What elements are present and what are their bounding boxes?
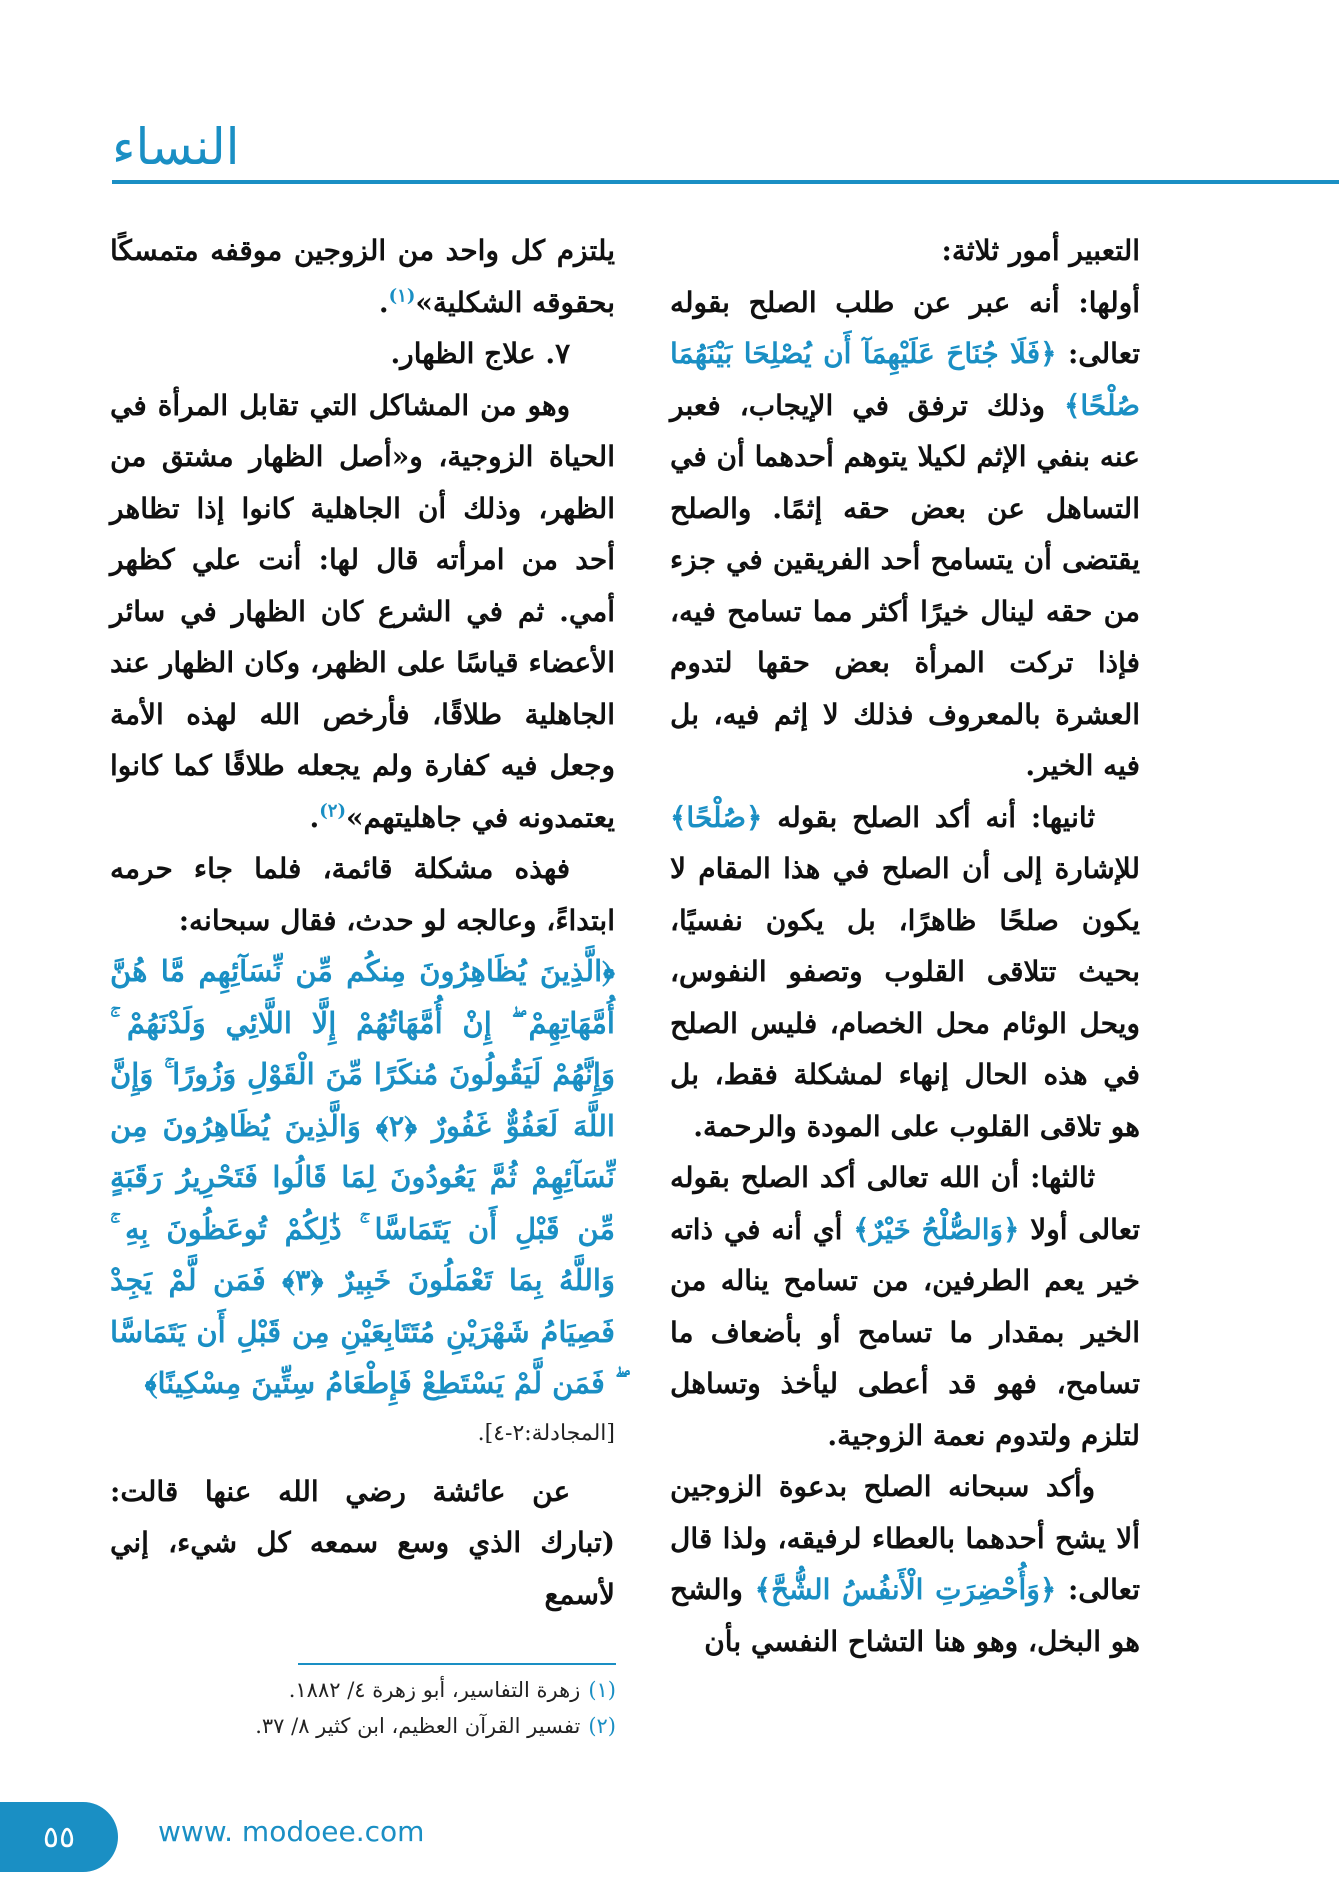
footnote-number: (١) bbox=[588, 1678, 616, 1702]
footnote-text: زهرة التفاسير، أبو زهرة ٤/ ١٨٨٢. bbox=[288, 1678, 581, 1702]
quran-quote: ﴿صُلْحًا﴾ bbox=[670, 800, 763, 834]
text: أي أنه في ذاته خير يعم الطرفين، من تسامح يناله من الخير بمقدار ما تسامح أو بأضعاف ما تسامح، فهو قد أعطى ليأخذ وتساهل لتلزم ولتدوم نعمة الزوجية. bbox=[670, 1212, 1140, 1452]
quran-quote: ﴿وَالصُّلْحُ خَيْرٌ﴾ bbox=[853, 1212, 1020, 1246]
text: وذلك ترفق في الإيجاب، فعبر عنه بنفي الإثم لكيلا يتوهم أحدهما أن في التساهل عن بعض حقه إثمًا. والصلح يقتضى أن يتسامح أحد الفريقين في جزء من حقه لينال خيرًا أكثر مما تسامح فيه، فإذا تركت المرأة بعض حقها لتدوم العشرة بالمعروف فذلك لا إثم فيه، بل فيه الخير. bbox=[670, 388, 1140, 782]
page-number-badge: ٥٥ bbox=[0, 1802, 118, 1872]
paragraph: التعبير أمور ثلاثة: bbox=[941, 234, 1140, 267]
header-divider bbox=[112, 180, 1339, 184]
verse-reference: [المجادلة:٢-٤]. bbox=[477, 1420, 615, 1446]
text: . bbox=[378, 285, 389, 319]
footnote-item bbox=[180, 1708, 616, 1744]
footnote-divider bbox=[298, 1663, 616, 1665]
right-column bbox=[670, 225, 1140, 1667]
paragraph bbox=[110, 380, 615, 844]
text: وهو من المشاكل التي تقابل المرأة في الحياة الزوجية، و«أصل الظهار مشتق من الظهر، وذلك أن الجاهلية كانوا إذا تظاهر أحد من امرأته قال لها: أنت علي كظهر أمي. ثم في الشرع كان الظهار في سائر الأعضاء قياسًا على الظهر، وكان الظهار عند الجاهلية طلاقًا، فأرخص الله لهذه الأمة وجعل فيه كفارة ولم يجعله طلاقًا كما كانوا يعتمدونه في جاهليتهم» bbox=[110, 388, 615, 834]
text: وأكد سبحانه الصلح بدعوة الزوجين ألا يشح أحدهما بالعطاء لرفيقه، ولذا قال تعالى: bbox=[670, 1470, 1140, 1606]
footnotes bbox=[180, 1672, 616, 1744]
paragraph bbox=[670, 1152, 1140, 1461]
text: ثانيها: أنه أكد الصلح بقوله bbox=[762, 800, 1096, 834]
page-title: النساء bbox=[112, 118, 240, 176]
text: ثالثها: أن الله تعالى أكد الصلح بقوله تعالى أولا bbox=[670, 1161, 1141, 1246]
section-heading: ٧. علاج الظهار. bbox=[390, 337, 571, 370]
footnote-text: تفسير القرآن العظيم، ابن كثير ٨/ ٣٧. bbox=[255, 1714, 581, 1738]
paragraph bbox=[670, 792, 1140, 1153]
quran-verse-block: ﴿الَّذِينَ يُظَاهِرُونَ مِنكُم مِّن نِّسَآئِهِم مَّا هُنَّ أُمَّهَاتِهِمْ ۖ إِنْ أُمَّهَاتُهُمْ إِلَّا اللَّائِي وَلَدْنَهُمْ ۚ وَإِنَّهُمْ لَيَقُولُونَ مُنكَرًا مِّنَ الْقَوْلِ وَزُورًا ۚ وَإِنَّ اللَّهَ لَعَفُوٌّ غَفُورٌ ﴿٢﴾ وَالَّذِينَ يُظَاهِرُونَ مِن نِّسَآئِهِمْ ثُمَّ يَعُودُونَ لِمَا قَالُوا فَتَحْرِيرُ رَقَبَةٍ مِّن قَبْلِ أَن يَتَمَاسَّا ۚ ذَٰلِكُمْ تُوعَظُونَ بِهِ ۚ وَاللَّهُ بِمَا تَعْمَلُونَ خَبِيرٌ ﴿٣﴾ فَمَن لَّمْ يَجِدْ فَصِيَامُ شَهْرَيْنِ مُتَتَابِعَيْنِ مِن قَبْلِ أَن يَتَمَاسَّا ۖ فَمَن لَّمْ يَسْتَطِعْ فَإِطْعَامُ سِتِّينَ مِسْكِينًا﴾ bbox=[110, 954, 615, 1400]
text: . bbox=[309, 800, 320, 834]
footnote-number: (٢) bbox=[588, 1714, 616, 1738]
quran-quote: ﴿وَأُحْضِرَتِ الْأَنفُسُ الشُّحَّ﴾ bbox=[754, 1573, 1057, 1606]
paragraph bbox=[670, 277, 1140, 792]
footnote-marker[interactable]: (١) bbox=[388, 285, 416, 307]
text: أولها: أنه عبر عن طلب الصلح بقوله تعالى: bbox=[670, 285, 1140, 370]
paragraph: فهذه مشكلة قائمة، فلما جاء حرمه ابتداءً، وعالجه لو حدث، فقال سبحانه: bbox=[110, 852, 615, 937]
footnote-item bbox=[180, 1672, 616, 1708]
text: يلتزم كل واحد من الزوجين موقفه متمسكًا بحقوقه الشكلية» bbox=[110, 234, 615, 319]
website-link[interactable]: www. modoee.com bbox=[158, 1815, 425, 1848]
left-column bbox=[110, 225, 615, 1620]
quran-quote: ﴿فَلَا جُنَاحَ عَلَيْهِمَآ أَن يُصْلِحَا بَيْنَهُمَا صُلْحًا﴾ bbox=[670, 337, 1140, 422]
text: والشح هو البخل، وهو هنا التشاح النفسي بأن bbox=[670, 1573, 1140, 1658]
paragraph: عن عائشة رضي الله عنها قالت: (تبارك الذي وسع سمعه كل شيء، إني لأسمع bbox=[110, 1474, 615, 1611]
text: للإشارة إلى أن الصلح في هذا المقام لا يكون صلحًا ظاهرًا، بل يكون نفسيًا، بحيث تتلاقى القلوب وتصفو النفوس، ويحل الوئام محل الخصام، فليس الصلح في هذه الحال إنهاء لمشكلة فقط، بل هو تلاقى القلوب على المودة والرحمة. bbox=[670, 852, 1140, 1143]
paragraph bbox=[110, 225, 615, 328]
paragraph bbox=[670, 1461, 1140, 1667]
footnote-marker[interactable]: (٢) bbox=[319, 800, 346, 822]
